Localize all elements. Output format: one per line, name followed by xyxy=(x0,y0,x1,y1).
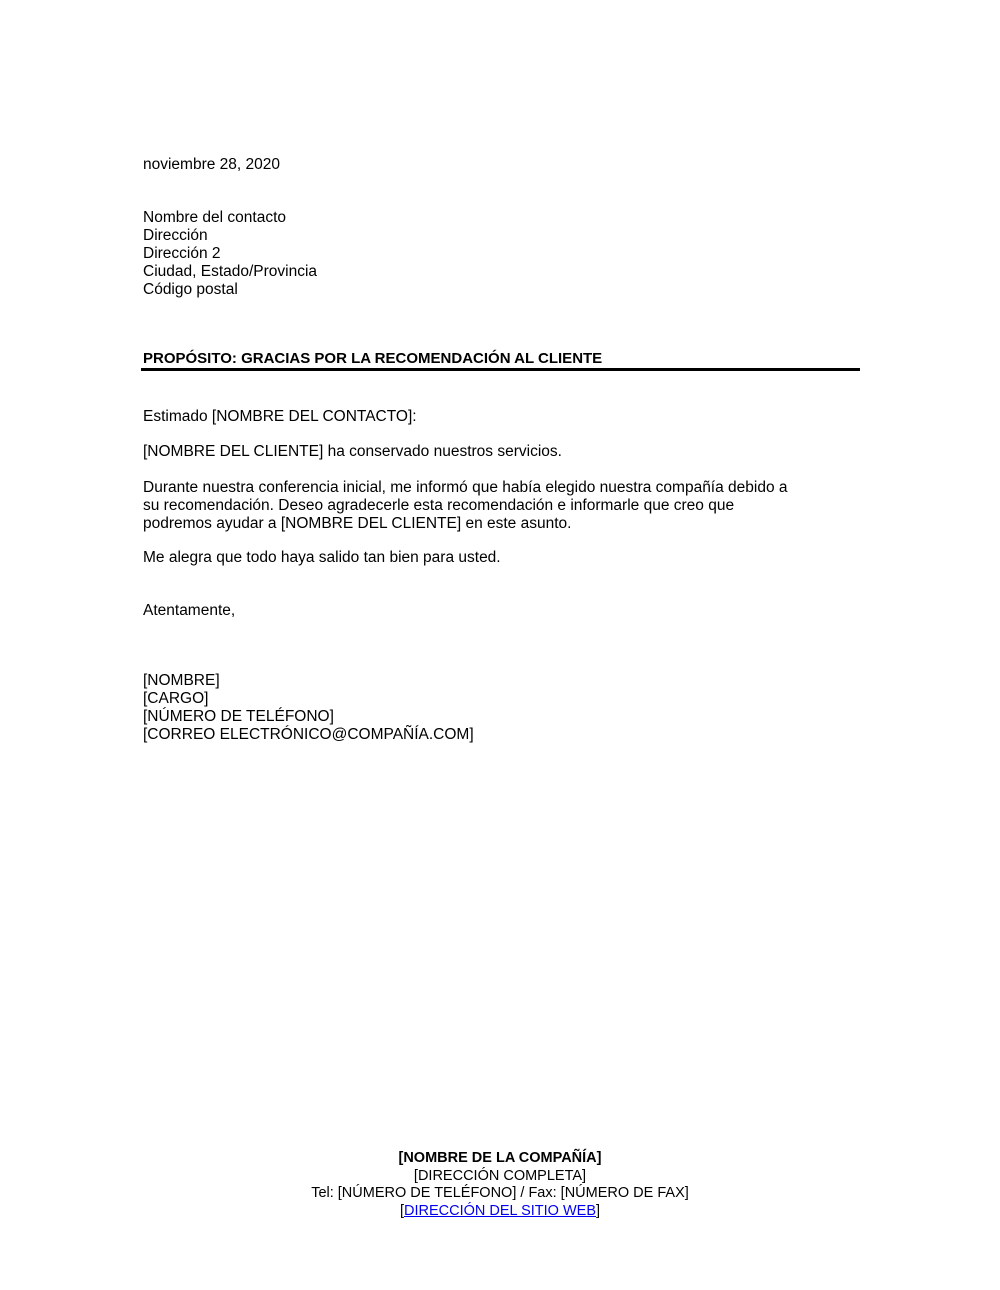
footer-address: [DIRECCIÓN COMPLETA] xyxy=(413,1167,587,1184)
paragraph-3 xyxy=(143,549,863,567)
signature-block xyxy=(143,672,863,744)
footer-website-close-bracket: ] xyxy=(596,1202,601,1219)
footer-company-name: [NOMBRE DE LA COMPAÑÍA] xyxy=(398,1150,602,1166)
footer-contact: Tel: [NÚMERO DE TELÉFONO] / Fax: [NÚMERO DE FAX] xyxy=(311,1185,689,1201)
salutation xyxy=(143,408,863,426)
salutation-text: Estimado [NOMBRE DEL CONTACTO]: xyxy=(143,408,417,425)
signer-email: [CORREO ELECTRÓNICO@COMPAÑÍA.COM] xyxy=(143,726,474,743)
address-line-1: Dirección xyxy=(143,227,208,244)
recipient-address xyxy=(143,209,863,299)
signer-title: [CARGO] xyxy=(143,690,209,707)
paragraph-2-line: Durante nuestra conferencia inicial, me informó que había elegido nuestra compañía debido a xyxy=(143,479,788,496)
address-line-2: Dirección 2 xyxy=(143,245,221,262)
paragraph-2-line: su recomendación. Deseo agradecerle esta recomendación e informarle que creo que xyxy=(143,497,735,514)
subject-heading: PROPÓSITO: GRACIAS POR LA RECOMENDACIÓN AL CLIENTE xyxy=(143,350,603,367)
city-state: Ciudad, Estado/Provincia xyxy=(143,263,318,280)
contact-name: Nombre del contacto xyxy=(143,209,287,226)
closing-text: Atentamente, xyxy=(143,602,236,619)
footer-website xyxy=(0,1203,1000,1221)
footer-website-open-bracket: [ xyxy=(399,1202,404,1219)
website-link[interactable]: DIRECCIÓN DEL SITIO WEB xyxy=(403,1202,596,1219)
signer-name: [NOMBRE] xyxy=(143,672,220,689)
signer-phone: [NÚMERO DE TELÉFONO] xyxy=(143,708,334,725)
letter-date xyxy=(143,156,863,174)
closing xyxy=(143,602,863,620)
postal-code: Código postal xyxy=(143,281,238,298)
paragraph-1-text: [NOMBRE DEL CLIENTE] ha conservado nuestros servicios. xyxy=(143,443,562,460)
date-text: noviembre 28, 2020 xyxy=(143,156,281,173)
paragraph-2-line: podremos ayudar a [NOMBRE DEL CLIENTE] en este asunto. xyxy=(143,515,572,532)
paragraph-2 xyxy=(143,479,853,533)
paragraph-3-text: Me alegra que todo haya salido tan bien para usted. xyxy=(143,549,501,566)
letter-footer xyxy=(0,1150,1000,1220)
subject-underline xyxy=(141,368,860,371)
paragraph-1 xyxy=(143,443,863,461)
